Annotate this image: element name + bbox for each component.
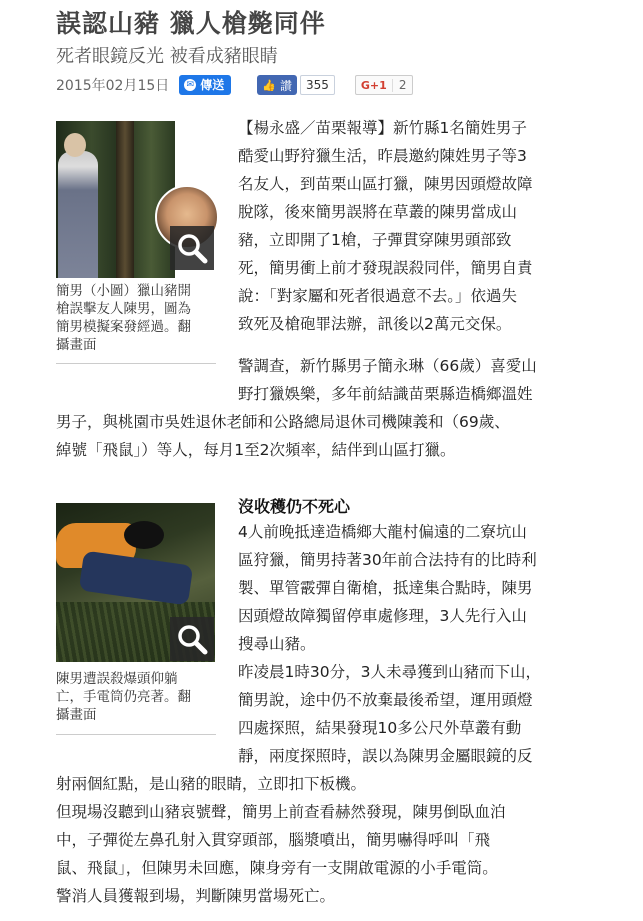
article-subtitle: 死者眼鏡反光 被看成豬眼睛 <box>56 46 278 67</box>
paragraph-3: 4人前晚抵達造橋鄉大龍村偏遠的二寮坑山 區狩獵，簡男持著30年前合法持有的比時利 製、單管霰彈自衛槍，抵達集合點時，陳男 因頭燈故障獨留停車處修理，3人先行入山 搜尋山豬。 昨凌晨1時30分，3人未尋獲到山豬而下山， 簡男說，途中仍不放棄最後希望，運用頭燈 四處探照，結果發現10多公尺外草叢有動 靜，兩度探照時，誤以為陳男金屬眼鏡的反 <box>238 523 541 765</box>
thumbs-up-icon: 👍 <box>262 78 276 92</box>
photo-reenactment[interactable] <box>56 121 175 278</box>
zoom-icon[interactable] <box>170 226 214 270</box>
facebook-like-button[interactable] <box>257 75 297 95</box>
google-plus-icon: G+1 <box>356 79 393 92</box>
publish-date: 2015年02月15日 <box>56 78 170 94</box>
article-meta <box>56 74 413 96</box>
google-plus-count: 2 <box>398 78 407 92</box>
article-title: 誤認山豬 獵人槍斃同伴 <box>56 9 326 38</box>
caption-divider <box>56 363 216 364</box>
share-label: 傳送 <box>200 78 225 92</box>
google-plus-button[interactable] <box>355 75 414 95</box>
paragraph-2: 警調查，新竹縣男子簡永琳（66歲）喜愛山 野打獵娛樂，多年前結識苗栗縣造橋鄉溫姓 <box>238 357 537 403</box>
messenger-icon: ✉ <box>184 79 196 91</box>
caption-divider <box>56 734 216 735</box>
zoom-icon[interactable] <box>170 617 214 661</box>
photo-caption-1: 簡男（小圖）獵山豬開 槍誤擊友人陳男，圖為 簡男模擬案發經過。翻 攝畫面 <box>56 283 191 353</box>
photo-caption-2: 陳男遭誤殺爆頭仰躺 亡，手電筒仍亮著。翻 攝畫面 <box>56 671 191 723</box>
like-count: 355 <box>300 75 335 95</box>
messenger-share-button[interactable] <box>179 75 231 95</box>
paragraph-1: 【楊永盛／苗栗報導】新竹縣1名簡姓男子 酷愛山野狩獵生活，昨晨邀約陳姓男子等3 名友人，到苗栗山區打獵，陳男因頭燈故障 脫隊，後來簡男誤將在草叢的陳男當成山 豬，立即開了1槍，子彈貫穿陳男頭部致 死，簡男衝上前才發現誤殺同伴，簡男自責 說：「對家屬和死者很過意不去。」依過失 致死及槍砲罪法辦，訊後以2萬元交保。 <box>238 119 533 333</box>
paragraph-3-cont: 射兩個紅點，是山豬的眼睛，立即扣下板機。 但現場沒聽到山豬哀號聲，簡男上前查看赫然發現，陳男倒臥血泊 中，子彈從左鼻孔射入貫穿頭部，腦漿噴出，簡男嚇得呼叫「飛 鼠、飛鼠」，但陳男未回應，陳身旁有一支開啟電源的小手電筒。 警消人員獲報到場，判斷陳男當場死亡。 <box>56 775 506 905</box>
like-label: 讚 <box>279 78 292 93</box>
section-heading: 沒收穫仍不死心 <box>238 497 351 516</box>
paragraph-2-cont: 男子，與桃園市吳姓退休老師和公路總局退休司機陳義和（69歲、 綽號「飛鼠」）等人，每月1至2次頻率，結伴到山區打獵。 <box>56 413 510 459</box>
